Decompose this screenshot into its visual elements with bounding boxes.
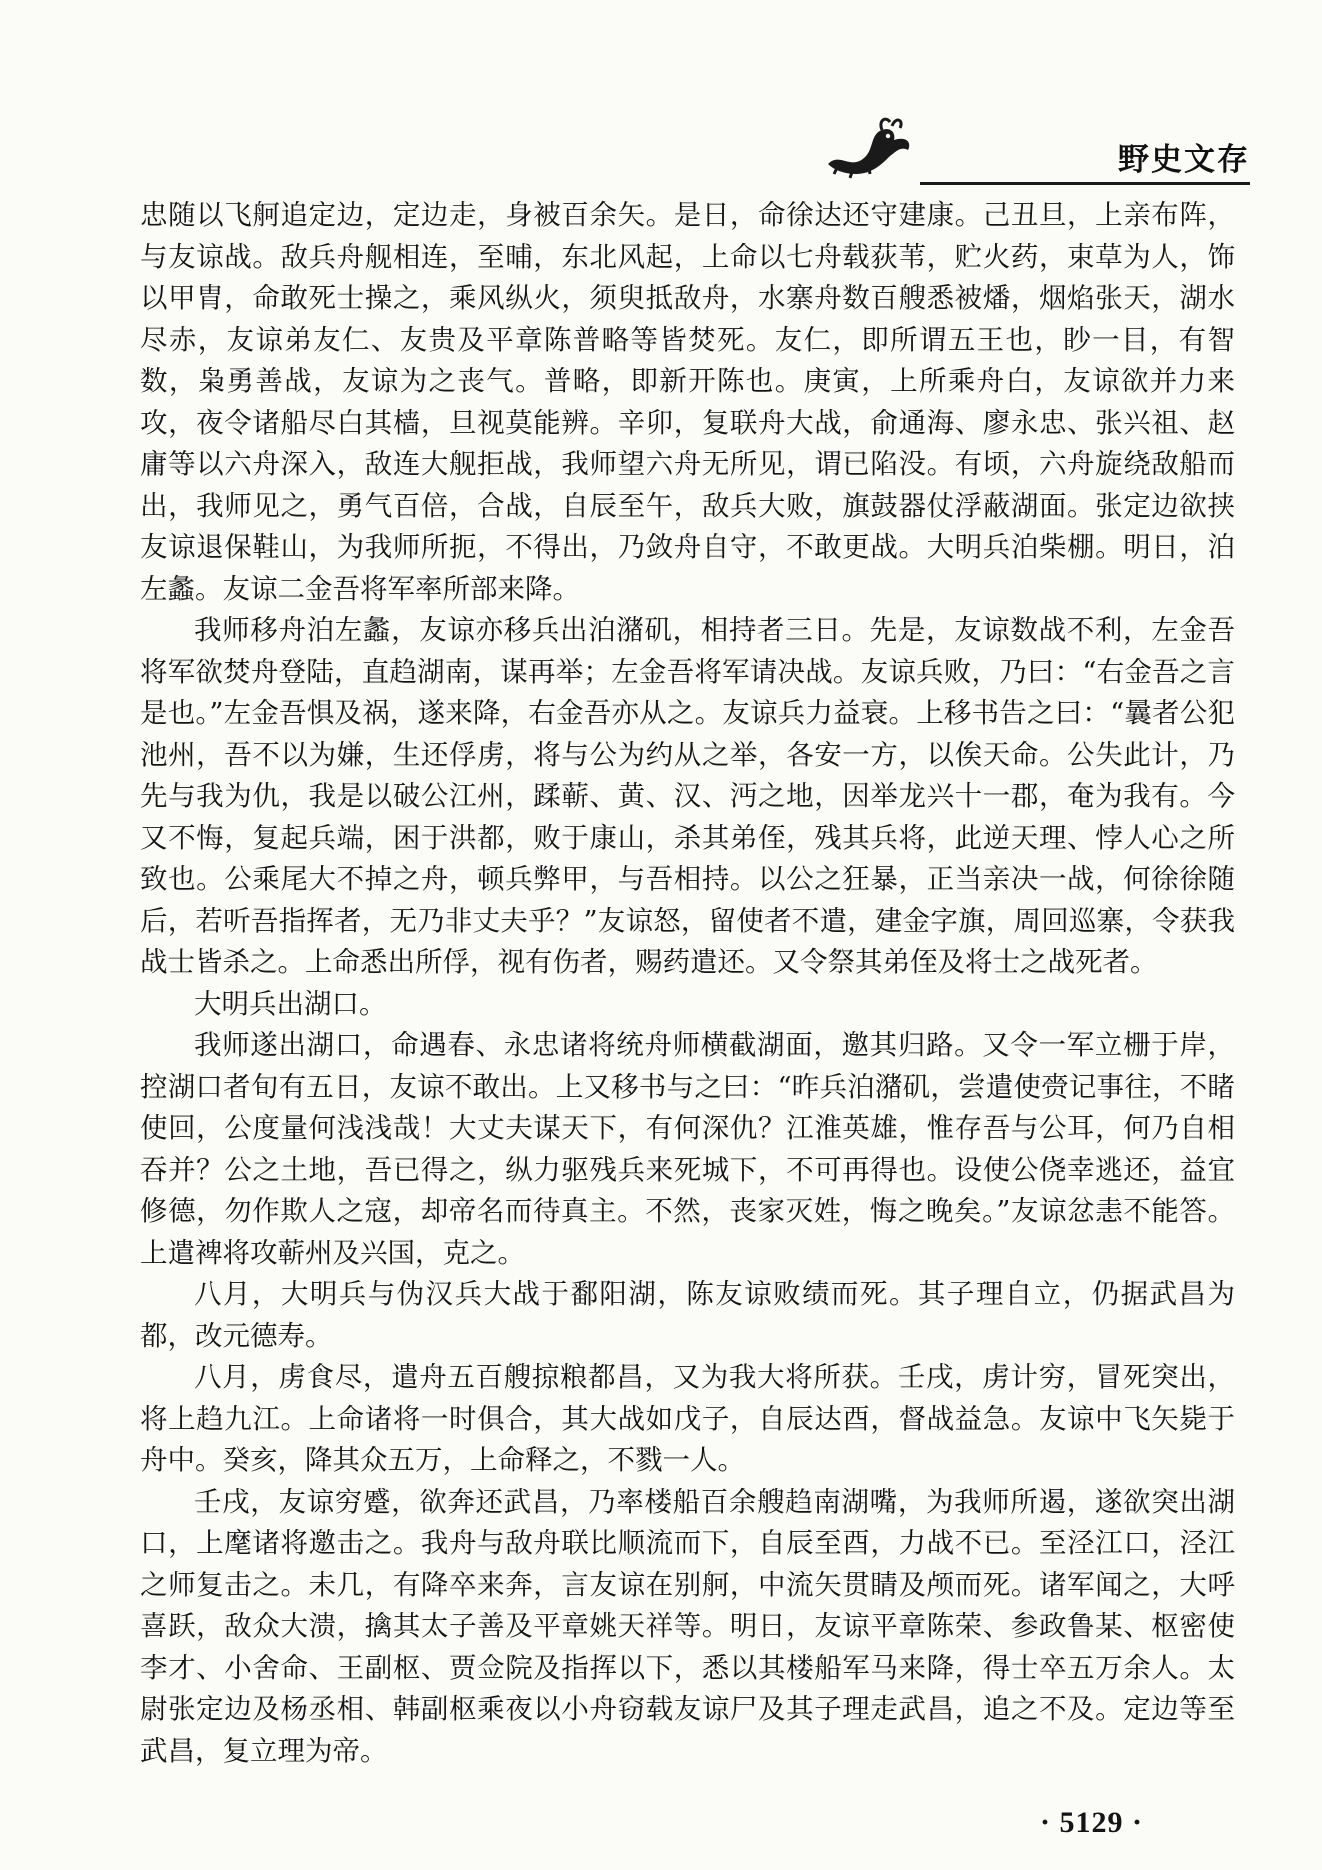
section-heading: 大明兵出湖口。 — [194, 987, 387, 1020]
paragraph: 八月，虏食尽，遣舟五百艘掠粮都昌，又为我大将所获。壬戌，虏计穷，冒死突出，将上趋九江。上命诸将一时俱合，其大战如戊子，自辰达酉，督战益急。友谅中飞矢毙于舟中。癸亥，降其众五万，上命释之，不戮一人。 — [140, 1361, 1235, 1476]
running-header — [820, 112, 1250, 192]
paragraph: 八月，大明兵与伪汉兵大战于鄱阳湖，陈友谅败绩而死。其子理自立，仍据武昌为都，改元德寿。 — [140, 1278, 1235, 1352]
page-number: · 5129 · — [1040, 1806, 1144, 1839]
paragraph: 我师遂出湖口，命遇春、永忠诸将统舟师横截湖面，邀其归路。又令一军立栅于岸，控湖口者旬有五日，友谅不敢出。上又移书与之曰：“昨兵泊潴矶，尝遣使赍记事往，不睹使回，公度量何浅浅哉！大丈夫谋天下，有何深仇？江淮英雄，惟存吾与公耳，何乃自相吞并？公之土地，吾已得之，纵力驱残兵来死城下，不可再得也。设使公侥幸逃还，益宜修德，勿作欺人之寇，却帝名而待真主。不然，丧家灭姓，悔之晚矣。”友谅忿恚不能答。上遣裨将攻蕲州及兴国，克之。 — [140, 1029, 1235, 1269]
paragraph: 我师移舟泊左蠡，友谅亦移兵出泊潴矶，相持者三日。先是，友谅数战不利，左金吾将军欲焚舟登陆，直趋湖南，谋再举；左金吾将军请决战。友谅兵败，乃曰：“右金吾之言是也。”左金吾惧及祸，遂来降，右金吾亦从之。友谅兵力益衰。上移书告之曰：“曩者公犯池州，吾不以为嫌，生还俘虏，将与公为约从之举，各安一方，以俟天命。公失此计，乃先与我为仇，我是以破公江州，蹂蕲、黄、汉、沔之地，因举龙兴十一郡，奄为我有。今又不悔，复起兵端，困于洪都，败于康山，杀其弟侄，残其兵将，此逆天理、悖人心之所致也。公乘尾大不掉之舟，顿兵弊甲，与吾相持。以公之狂暴，正当亲决一战，何徐徐随后，若听吾指挥者，无乃非丈夫乎？”友谅怒，留使者不遣，建金字旗，周回巡寨，令获我战士皆杀之。上命悉出所俘，视有伤者，赐药遣还。又令祭其弟侄及将士之战死者。 — [140, 614, 1235, 978]
paragraph: 壬戌，友谅穷蹙，欲奔还武昌，乃率楼船百余艘趋南湖嘴，为我师所遏，遂欲突出湖口，上麾诸将邀击之。我舟与敌舟联比顺流而下，自辰至酉，力战不已。至泾江口，泾江之师复击之。未几，有降卒来奔，言友谅在别舸，中流矢贯睛及颅而死。诸军闻之，大呼喜跃，敌众大溃，擒其太子善及平章姚天祥等。明日，友谅平章陈荣、参政鲁某、枢密使李才、小舍命、王副枢、贾佥院及指挥以下，悉以其楼船军马来降，得士卒五万余人。太尉张定边及杨丞相、韩副枢乘夜以小舟窃载友谅尸及其子理走武昌，追之不及。定边等至武昌，复立理为帝。 — [140, 1485, 1235, 1767]
dragon-emblem-icon — [820, 112, 920, 182]
book-series-title: 野史文存 — [1118, 142, 1250, 178]
header-rule — [920, 182, 1250, 185]
paragraph: 忠随以飞舸追定边，定边走，身被百余矢。是日，命徐达还守建康。己丑旦，上亲布阵，与友谅战。敌兵舟舰相连，至晡，东北风起，上命以七舟载荻苇，贮火药，束草为人，饰以甲胄，命敢死士操之，乘风纵火，须臾抵敌舟，水寨舟数百艘悉被燔，烟焰张天，湖水尽赤，友谅弟友仁、友贵及平章陈普略等皆焚死。友仁，即所谓五王也，眇一目，有智数，枭勇善战，友谅为之丧气。普略，即新开陈也。庚寅，上所乘舟白，友谅欲并力来攻，夜令诸船尽白其樯，旦视莫能辨。辛卯，复联舟大战，俞通海、廖永忠、张兴祖、赵庸等以六舟深入，敌连大舰拒战，我师望六舟无所见，谓已陷没。有顷，六舟旋绕敌船而出，我师见之，勇气百倍，合战，自辰至午，敌兵大败，旗鼓器仗浮蔽湖面。张定边欲挟友谅退保鞋山，为我师所扼，不得出，乃敛舟自守，不敢更战。大明兵泊柴棚。明日，泊左蠡。友谅二金吾将军率所部来降。 — [140, 199, 1235, 605]
body-text — [140, 195, 1235, 1772]
